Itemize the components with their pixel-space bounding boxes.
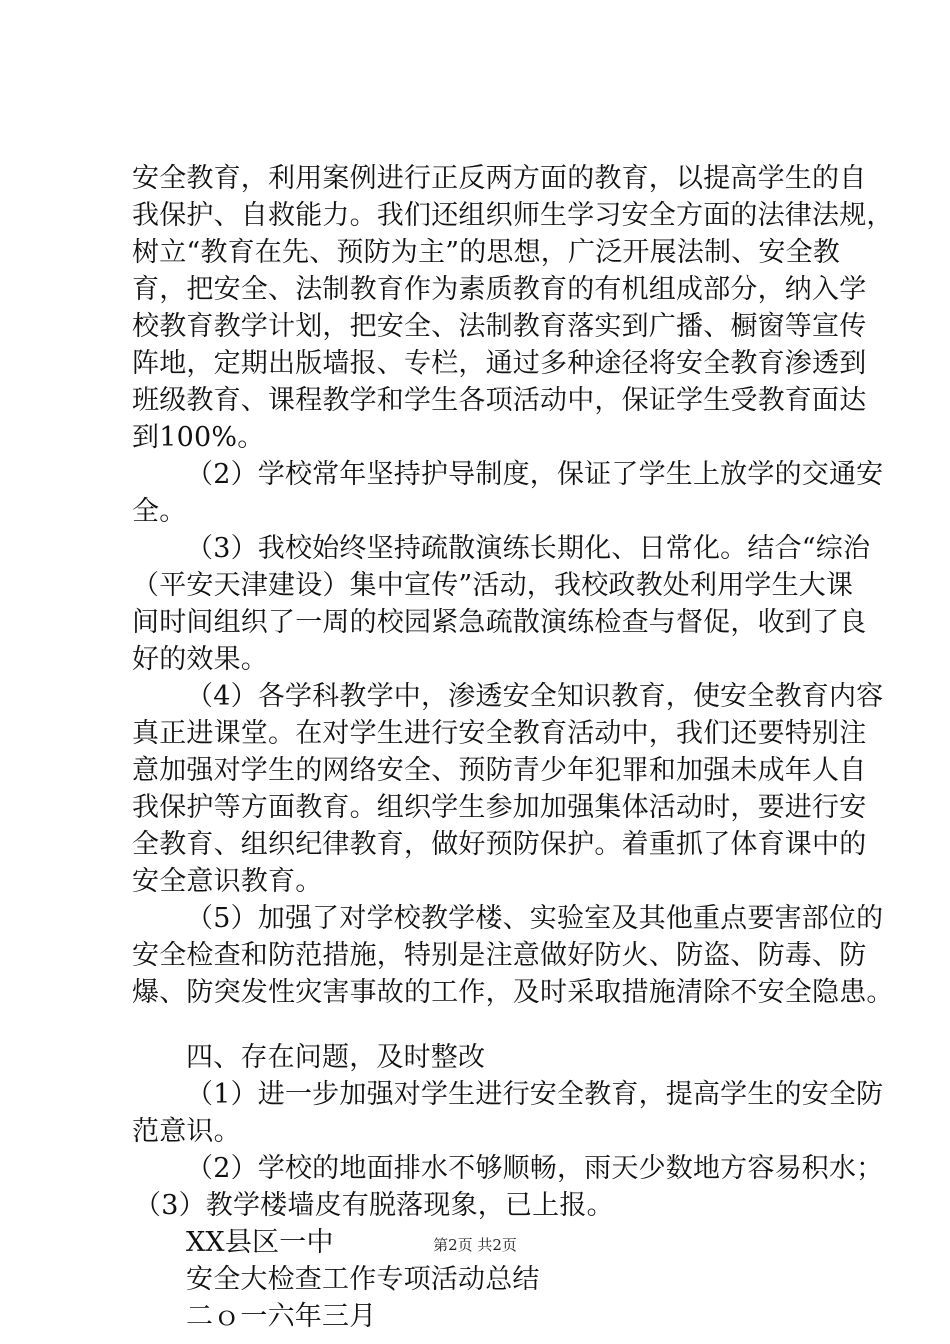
body-line: 范意识。 <box>132 1116 241 1147</box>
body-line: 全教育、组织纪律教育，做好预防保护。着重抓了体育课中的 <box>132 829 867 860</box>
body-line: 安全教育，利用案例进行正反两方面的教育，以提高学生的自 <box>132 163 867 194</box>
body-line: 树立“教育在先、预防为主”的思想，广泛开展法制、安全教 <box>132 237 841 268</box>
document-body <box>132 160 894 1335</box>
body-line: （平安天津建设）集中宣传”活动，我校政教处利用学生大课 <box>132 570 854 601</box>
paragraph-item-2: （2）学校常年坚持护导制度，保证了学生上放学的交通安 <box>186 459 884 490</box>
paragraph-item-3: （3）我校始终坚持疏散演练长期化、日常化。结合“综治 <box>186 533 871 564</box>
body-line: 育，把安全、法制教育作为素质教育的有机组成部分，纳入学 <box>132 274 867 305</box>
paragraph-item-4: （4）各学科教学中，渗透安全知识教育，使安全教育内容 <box>186 681 884 712</box>
issue-item-3: （3）教学楼墙皮有脱落现象，已上报。 <box>134 1190 614 1221</box>
signature-title: 安全大检查工作专项活动总结 <box>186 1264 540 1295</box>
body-line: 爆、防突发性灾害事故的工作，及时采取措施清除不安全隐患。 <box>132 977 894 1008</box>
issue-item-2: （2）学校的地面排水不够顺畅，雨天少数地方容易积水； <box>186 1153 884 1184</box>
body-line: 班级教育、课程教学和学生各项活动中，保证学生受教育面达 <box>132 385 867 416</box>
body-line: 真正进课堂。在对学生进行安全教育活动中，我们还要特别注 <box>132 718 867 749</box>
body-line: 安全意识教育。 <box>132 866 323 897</box>
body-line: 全。 <box>132 496 187 527</box>
paragraph-item-5: （5）加强了对学校教学楼、实验室及其他重点要害部位的 <box>186 903 884 934</box>
body-line: 阵地，定期出版墙报、专栏，通过多种途径将安全教育渗透到 <box>132 348 867 379</box>
body-line: 我保护、自救能力。我们还组织师生学习安全方面的法律法规， <box>132 200 894 231</box>
section-gap <box>132 1011 852 1039</box>
body-line: 我保护等方面教育。组织学生参加加强集体活动时，要进行安 <box>132 792 867 823</box>
issue-item-1: （1）进一步加强对学生进行安全教育，提高学生的安全防 <box>186 1079 884 1110</box>
body-line: 好的效果。 <box>132 644 268 675</box>
body-line: 到100%。 <box>132 422 265 453</box>
body-line: 意加强对学生的网络安全、预防青少年犯罪和加强未成年人自 <box>132 755 867 786</box>
signature-school: XX县区一中 <box>186 1227 334 1258</box>
body-line: 校教育教学计划，把安全、法制教育落实到广播、橱窗等宣传 <box>132 311 867 342</box>
page-indicator: 第2页 共2页 <box>433 1236 517 1254</box>
section-heading: 四、存在问题，及时整改 <box>186 1042 486 1073</box>
body-line: 间时间组织了一周的校园紧急疏散演练检查与督促，收到了良 <box>132 607 867 638</box>
body-line: 安全检查和防范措施，特别是注意做好防火、防盗、防毒、防 <box>132 940 867 971</box>
signature-date: 二ｏ一六年三月 <box>186 1301 377 1332</box>
